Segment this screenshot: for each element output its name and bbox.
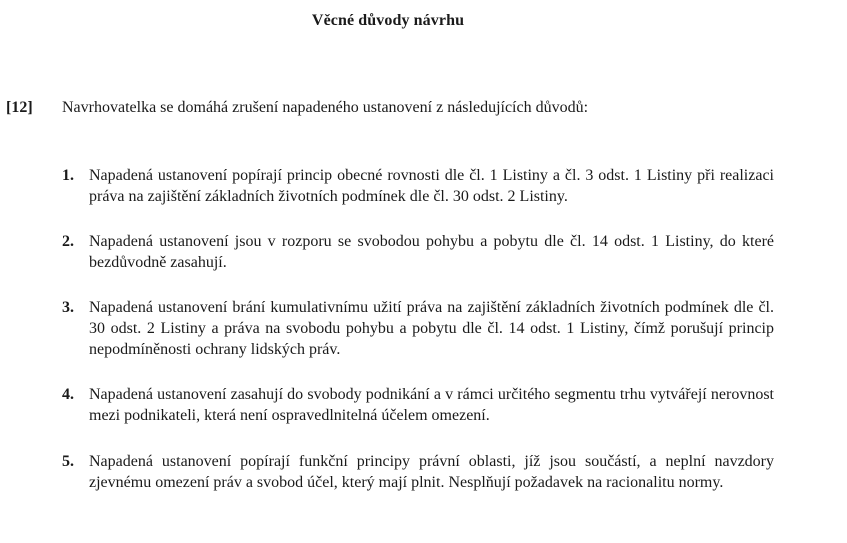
reason-text: Napadená ustanovení popírají funkční principy právní oblasti, jíž jsou součástí, a neplní navzdory zjevnému omezení práv a svobod účel, který mají plnit. Nesplňují požadavek na racionalitu normy. [89,453,774,491]
reason-text: Napadená ustanovení zasahují do svobody podnikání a v rámci určitého segmentu trhu vytvářejí nerovnost mezi podnikateli, která není ospravedlnitelná účelem omezení. [89,386,774,424]
reason-number: 3. [62,299,74,316]
reason-text: Napadená ustanovení jsou v rozporu se svobodou pohybu a pobytu dle čl. 14 odst. 1 Listiny, do které bezdůvodně zasahují. [89,233,774,271]
paragraph-number: [12] [6,99,33,116]
paragraph-text: Navrhovatelka se domáhá zrušení napadeného ustanovení z následujících důvodů: [62,99,589,116]
reason-text: Napadená ustanovení popírají princip obecné rovnosti dle čl. 1 Listiny a čl. 3 odst. 1 Listiny při realizaci práva na zajištění základních životních podmínek dle čl. 30 odst. 2 Listiny. [89,167,774,205]
reason-number: 5. [62,453,74,470]
reason-number: 1. [62,167,74,184]
reason-number: 2. [62,233,74,250]
document-title: Věcné důvody návrhu [311,12,465,29]
reason-text: Napadená ustanovení brání kumulativnímu užití práva na zajištění základních životních podmínek dle čl. 30 odst. 2 Listiny a práva na svobodu pohybu a pobytu dle čl. 14 odst. 1 Listiny, čímž porušují princip nepodmíněnosti ochrany lidských práv. [89,299,774,358]
reason-number: 4. [62,386,74,403]
